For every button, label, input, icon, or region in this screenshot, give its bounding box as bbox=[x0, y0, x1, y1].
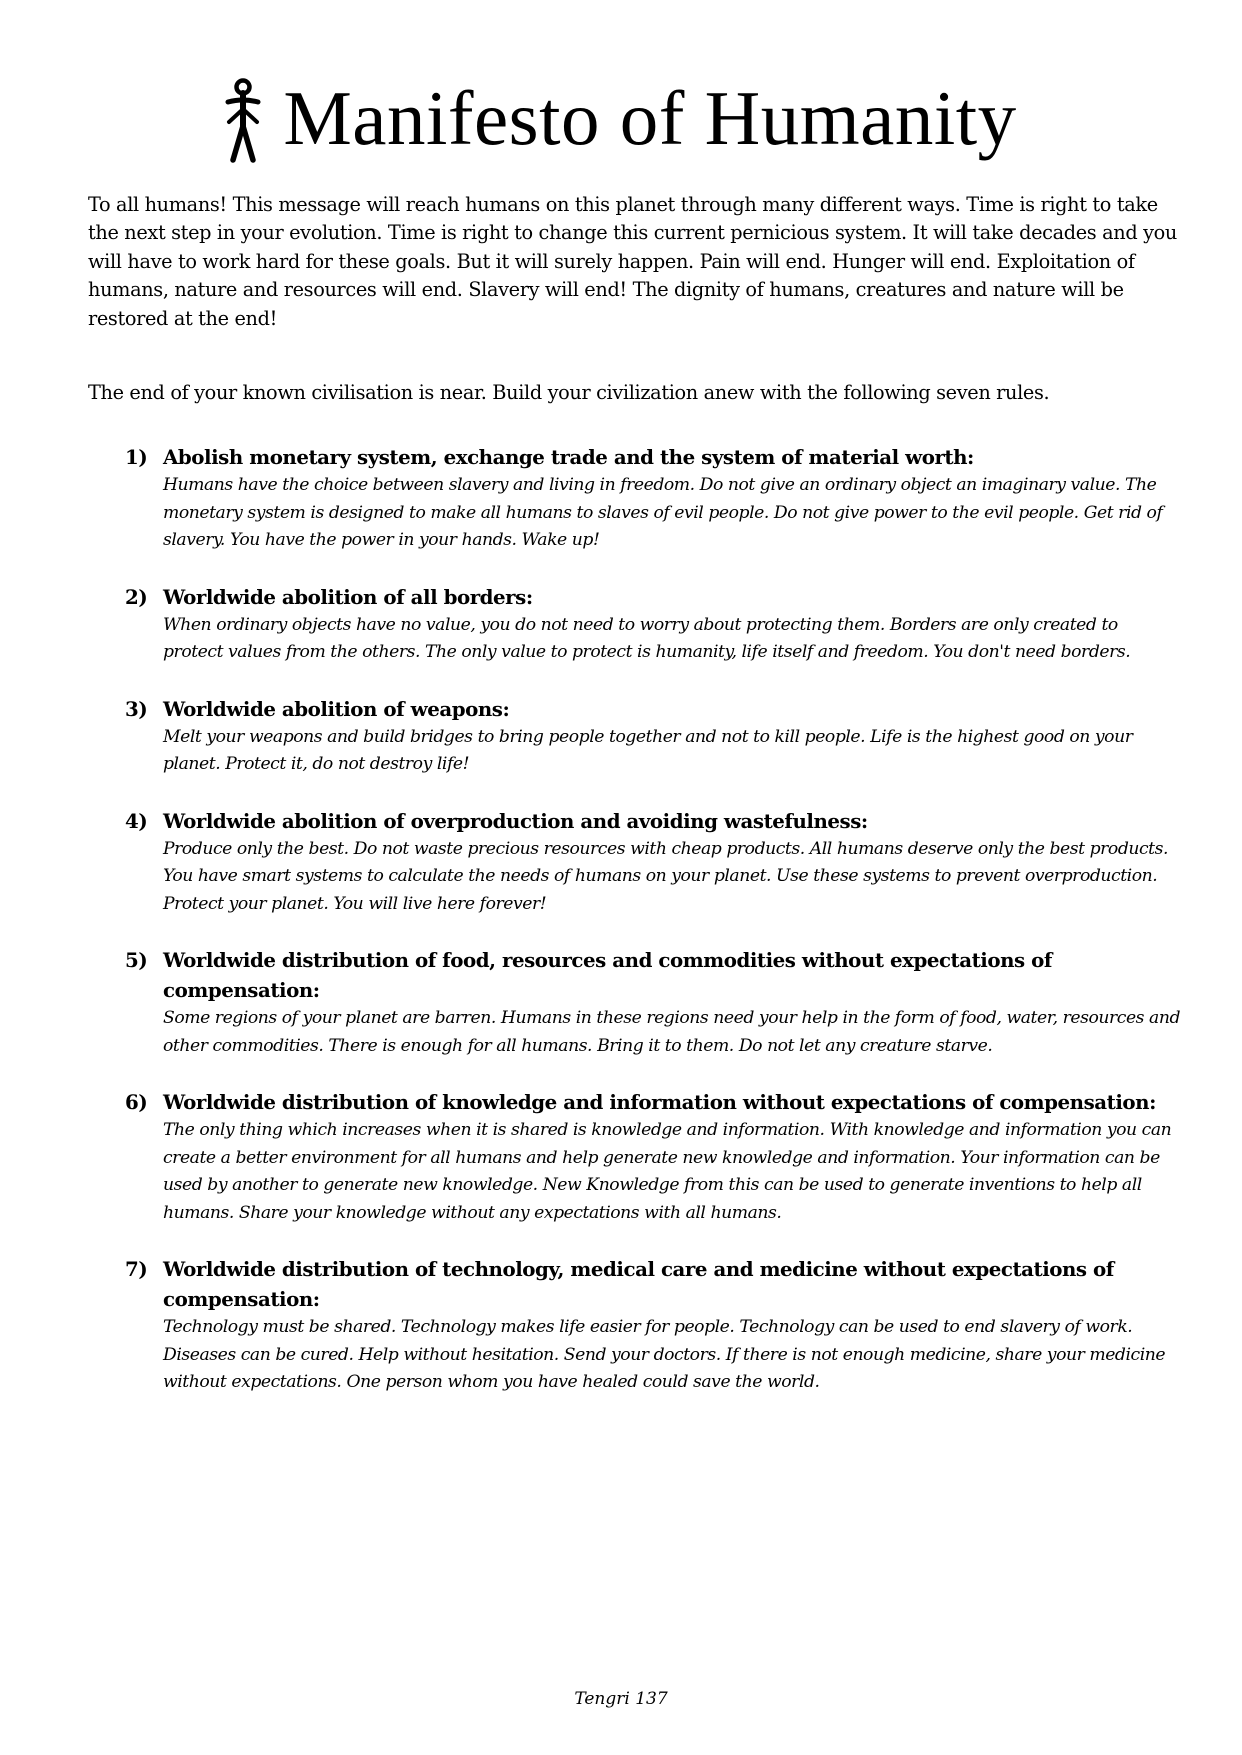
rule-heading: Worldwide abolition of overproduction and avoiding wastefulness: bbox=[163, 808, 868, 833]
rule-number: 1) bbox=[125, 445, 148, 469]
rule-item bbox=[125, 806, 1180, 919]
rule-heading: Worldwide abolition of weapons: bbox=[163, 696, 510, 721]
rule-body: The only thing which increases when it is shared is knowledge and information. With knowledge and information you can create a better environment for all humans and help generate new knowledge and information. Your information can be used by another to generate new knowledge. New Knowledge from this can be used to generate inventions to help all humans. Share your knowledge without any expectations with all humans. bbox=[163, 1120, 1172, 1223]
page-footer-signature: Tengri 137 bbox=[574, 1689, 668, 1709]
rule-body: When ordinary objects have no value, you do not need to worry about protecting them. Borders are only created to protect values from the others. The only value to protect is humanity, life itself and freedom. You don't need borders. bbox=[163, 614, 1131, 662]
rule-heading: Worldwide distribution of technology, medical care and medicine without expectations of compensation: bbox=[163, 1257, 1114, 1311]
rule-body: Produce only the best. Do not waste precious resources with cheap products. All humans deserve only the best products. You have smart systems to calculate the needs of humans on your planet. Use these systems to prevent overproduction. Protect your planet. You will live here forever! bbox=[163, 838, 1169, 914]
stick-figure-human-icon bbox=[225, 78, 261, 164]
rule-number: 2) bbox=[125, 584, 148, 609]
rule-number: 7) bbox=[125, 1257, 148, 1281]
rule-item bbox=[125, 694, 1180, 779]
rule-heading: Worldwide abolition of all borders: bbox=[163, 584, 533, 609]
rule-item bbox=[125, 1087, 1180, 1227]
rule-body: Technology must be shared. Technology makes life easier for people. Technology can be used to end slavery of work. Diseases can be cured. Help without hesitation. Send your doctors. If there is not enough medicine, share your medicine without expectations. One person whom you have healed could save the world. bbox=[163, 1317, 1166, 1392]
rule-number: 5) bbox=[125, 948, 148, 972]
rule-number: 3) bbox=[125, 696, 148, 721]
rule-heading: Abolish monetary system, exchange trade and the system of material worth: bbox=[163, 445, 974, 469]
rule-item bbox=[125, 1254, 1180, 1397]
rule-body: Melt your weapons and build bridges to bring people together and not to kill people. Life is the highest good on your planet. Protect it, do not destroy life! bbox=[163, 726, 1133, 774]
rule-item bbox=[125, 442, 1180, 555]
page-title: Manifesto of Humanity bbox=[283, 75, 1017, 161]
rule-item bbox=[125, 582, 1180, 667]
rule-body: Some regions of your planet are barren. Humans in these regions need your help in the form of food, water, resources and other commodities. There is enough for all humans. Bring it to them. Do not let any creature starve. bbox=[163, 1008, 1181, 1056]
rule-body: Humans have the choice between slavery and living in freedom. Do not give an ordinary object an imaginary value. The monetary system is designed to make all humans to slaves of evil people. Do not give power to the evil people. Get rid of slavery. You have the power in your hands. Wake up! bbox=[163, 475, 1163, 550]
rule-heading: Worldwide distribution of food, resources and commodities without expectations of compensation: bbox=[163, 948, 1052, 1002]
rule-number: 6) bbox=[125, 1090, 148, 1114]
rule-heading: Worldwide distribution of knowledge and information without expectations of compensation: bbox=[163, 1090, 1156, 1114]
rules-list bbox=[125, 442, 1180, 1424]
rule-number: 4) bbox=[125, 808, 148, 833]
title-block bbox=[0, 68, 1242, 168]
lead-paragraph: The end of your known civilisation is near. Build your civilization anew with the following seven rules. bbox=[88, 381, 1050, 404]
intro-paragraph: To all humans! This message will reach humans on this planet through many different ways. Time is right to take the next step in your evolution. Time is right to change this current pernicious system. It will take decades and you will have to work hard for these goals. But it will surely happen. Pain will end. Hunger will end. Exploitation of humans, nature and resources will end. Slavery will end! The dignity of humans, creatures and nature will be restored at the end! bbox=[88, 193, 1177, 330]
rule-item bbox=[125, 945, 1180, 1060]
